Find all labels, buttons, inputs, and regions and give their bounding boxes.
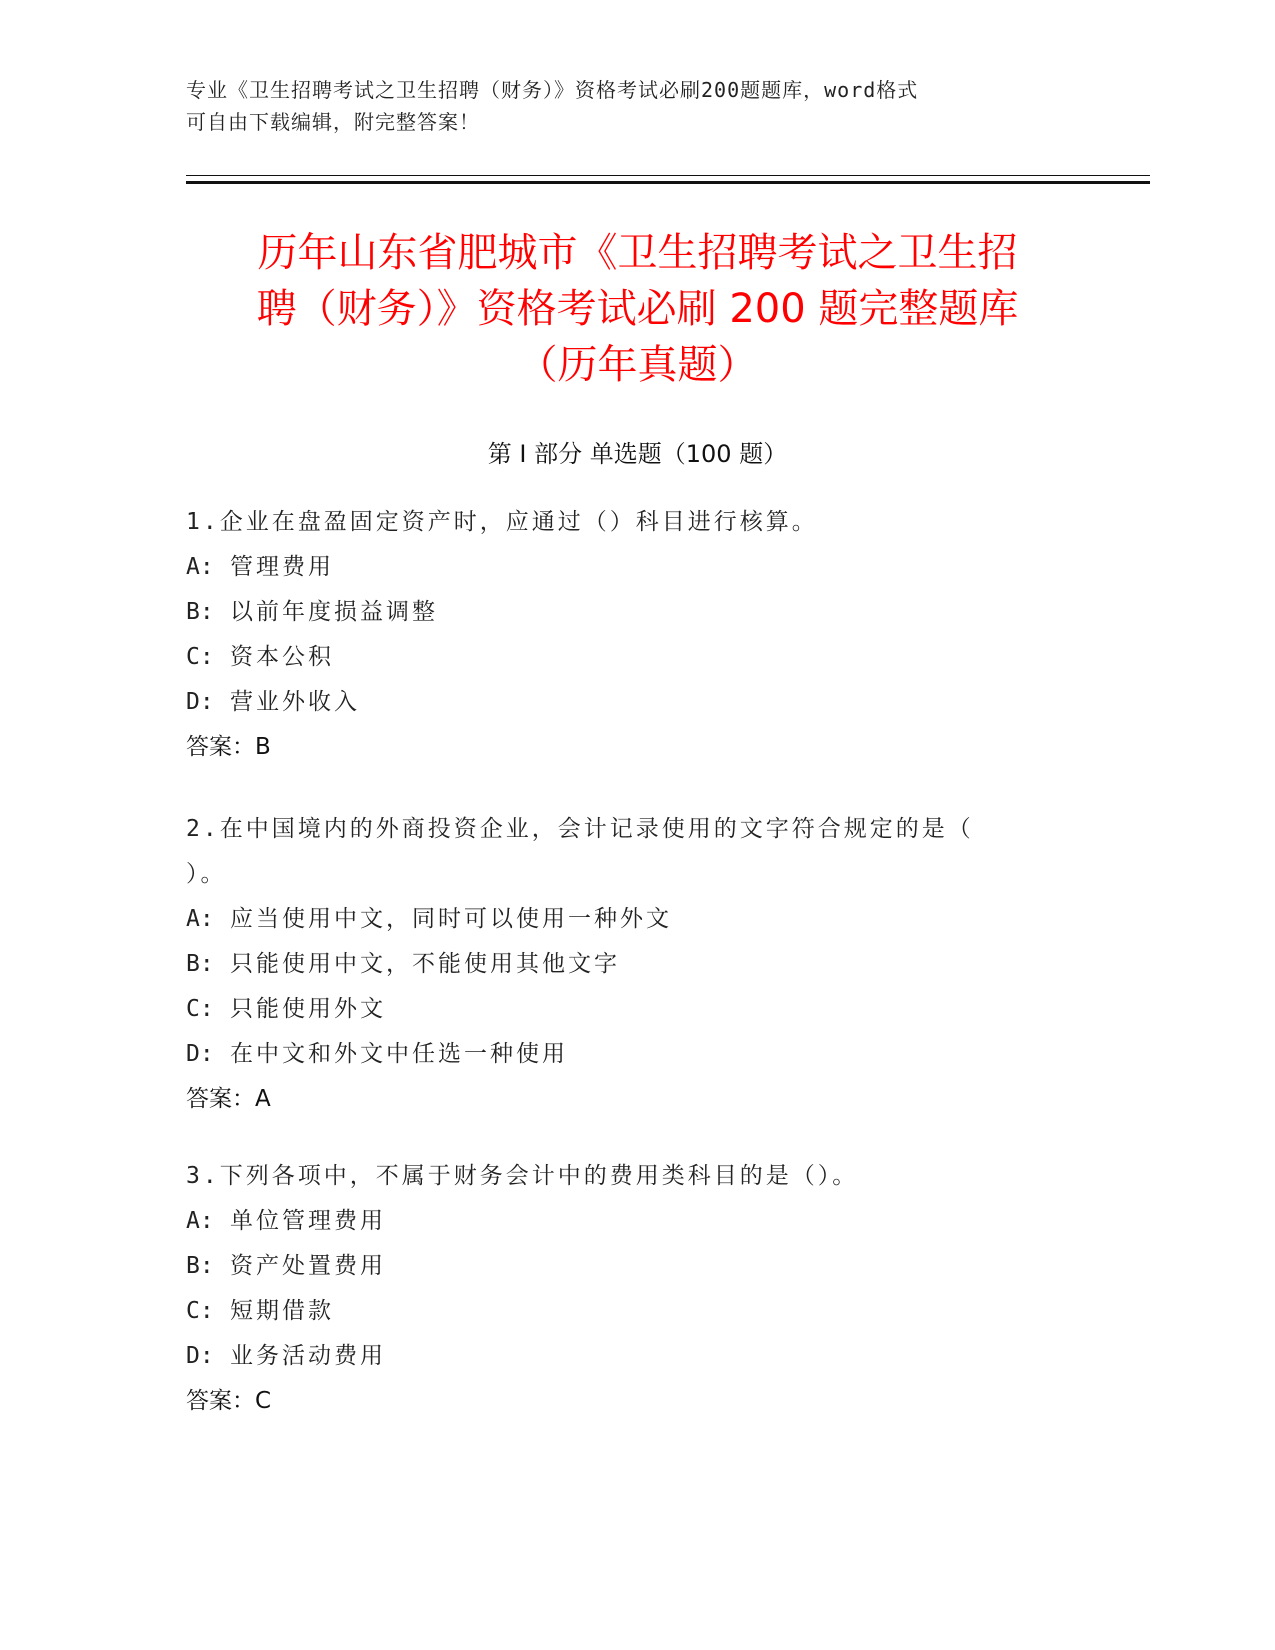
option-c — [186, 635, 1076, 680]
answer-line: 答案：A — [186, 1086, 271, 1112]
option-letter: C: — [186, 644, 214, 670]
option-text: 在中文和外文中任选一种使用 — [230, 1041, 568, 1067]
option-text: 业务活动费用 — [230, 1343, 386, 1369]
option-text: 资本公积 — [230, 644, 334, 670]
document-title-line: 聘（财务）》资格考试必刷 200 题完整题库 — [256, 286, 1019, 332]
option-text: 只能使用中文，不能使用其他文字 — [230, 951, 620, 977]
question-1 — [186, 500, 1076, 770]
header-divider-thick — [186, 181, 1150, 184]
option-c — [186, 987, 1076, 1032]
question-text: 3.下列各项中，不属于财务会计中的费用类科目的是（）。 — [186, 1163, 859, 1189]
option-b — [186, 1244, 1076, 1289]
option-letter: B: — [186, 1253, 214, 1279]
option-text: 短期借款 — [230, 1298, 334, 1324]
option-text: 单位管理费用 — [230, 1208, 386, 1234]
option-a — [186, 897, 1076, 942]
option-letter: C: — [186, 1298, 214, 1324]
option-d — [186, 1032, 1076, 1077]
header-note-line: 可自由下载编辑，附完整答案！ — [186, 110, 480, 134]
header-note-line: 专业《卫生招聘考试之卫生招聘（财务）》资格考试必刷200题题库，word格式 — [186, 78, 919, 102]
option-b — [186, 942, 1076, 987]
document-title-line: （历年真题） — [517, 342, 758, 388]
section-title: 第 I 部分 单选题（100 题） — [487, 440, 788, 468]
option-text: 管理费用 — [230, 554, 334, 580]
option-letter: A: — [186, 906, 214, 932]
option-a — [186, 545, 1076, 590]
option-text: 以前年度损益调整 — [230, 599, 438, 625]
answer-line: 答案：C — [186, 1388, 272, 1414]
option-b — [186, 590, 1076, 635]
question-text-continued: ）。 — [186, 861, 227, 887]
option-d — [186, 680, 1076, 725]
option-text: 营业外收入 — [230, 689, 360, 715]
option-text: 应当使用中文，同时可以使用一种外文 — [230, 906, 672, 932]
document-title — [150, 225, 1125, 393]
option-letter: D: — [186, 1041, 214, 1067]
option-letter: C: — [186, 996, 214, 1022]
header-divider-thin — [186, 175, 1150, 176]
question-2 — [186, 807, 1076, 1122]
option-text: 只能使用外文 — [230, 996, 386, 1022]
option-letter: A: — [186, 1208, 214, 1234]
option-a — [186, 1199, 1076, 1244]
option-letter: B: — [186, 599, 214, 625]
answer-line: 答案：B — [186, 734, 271, 760]
option-letter: A: — [186, 554, 214, 580]
option-text: 资产处置费用 — [230, 1253, 386, 1279]
header-note — [186, 74, 1066, 138]
option-c — [186, 1289, 1076, 1334]
document-title-line: 历年山东省肥城市《卫生招聘考试之卫生招 — [257, 230, 1018, 276]
option-letter: B: — [186, 951, 214, 977]
question-text: 2.在中国境内的外商投资企业，会计记录使用的文字符合规定的是（ — [186, 816, 974, 842]
option-d — [186, 1334, 1076, 1379]
question-3 — [186, 1154, 1076, 1424]
option-letter: D: — [186, 689, 214, 715]
option-letter: D: — [186, 1343, 214, 1369]
question-text: 1.企业在盘盈固定资产时，应通过（）科目进行核算。 — [186, 509, 818, 535]
